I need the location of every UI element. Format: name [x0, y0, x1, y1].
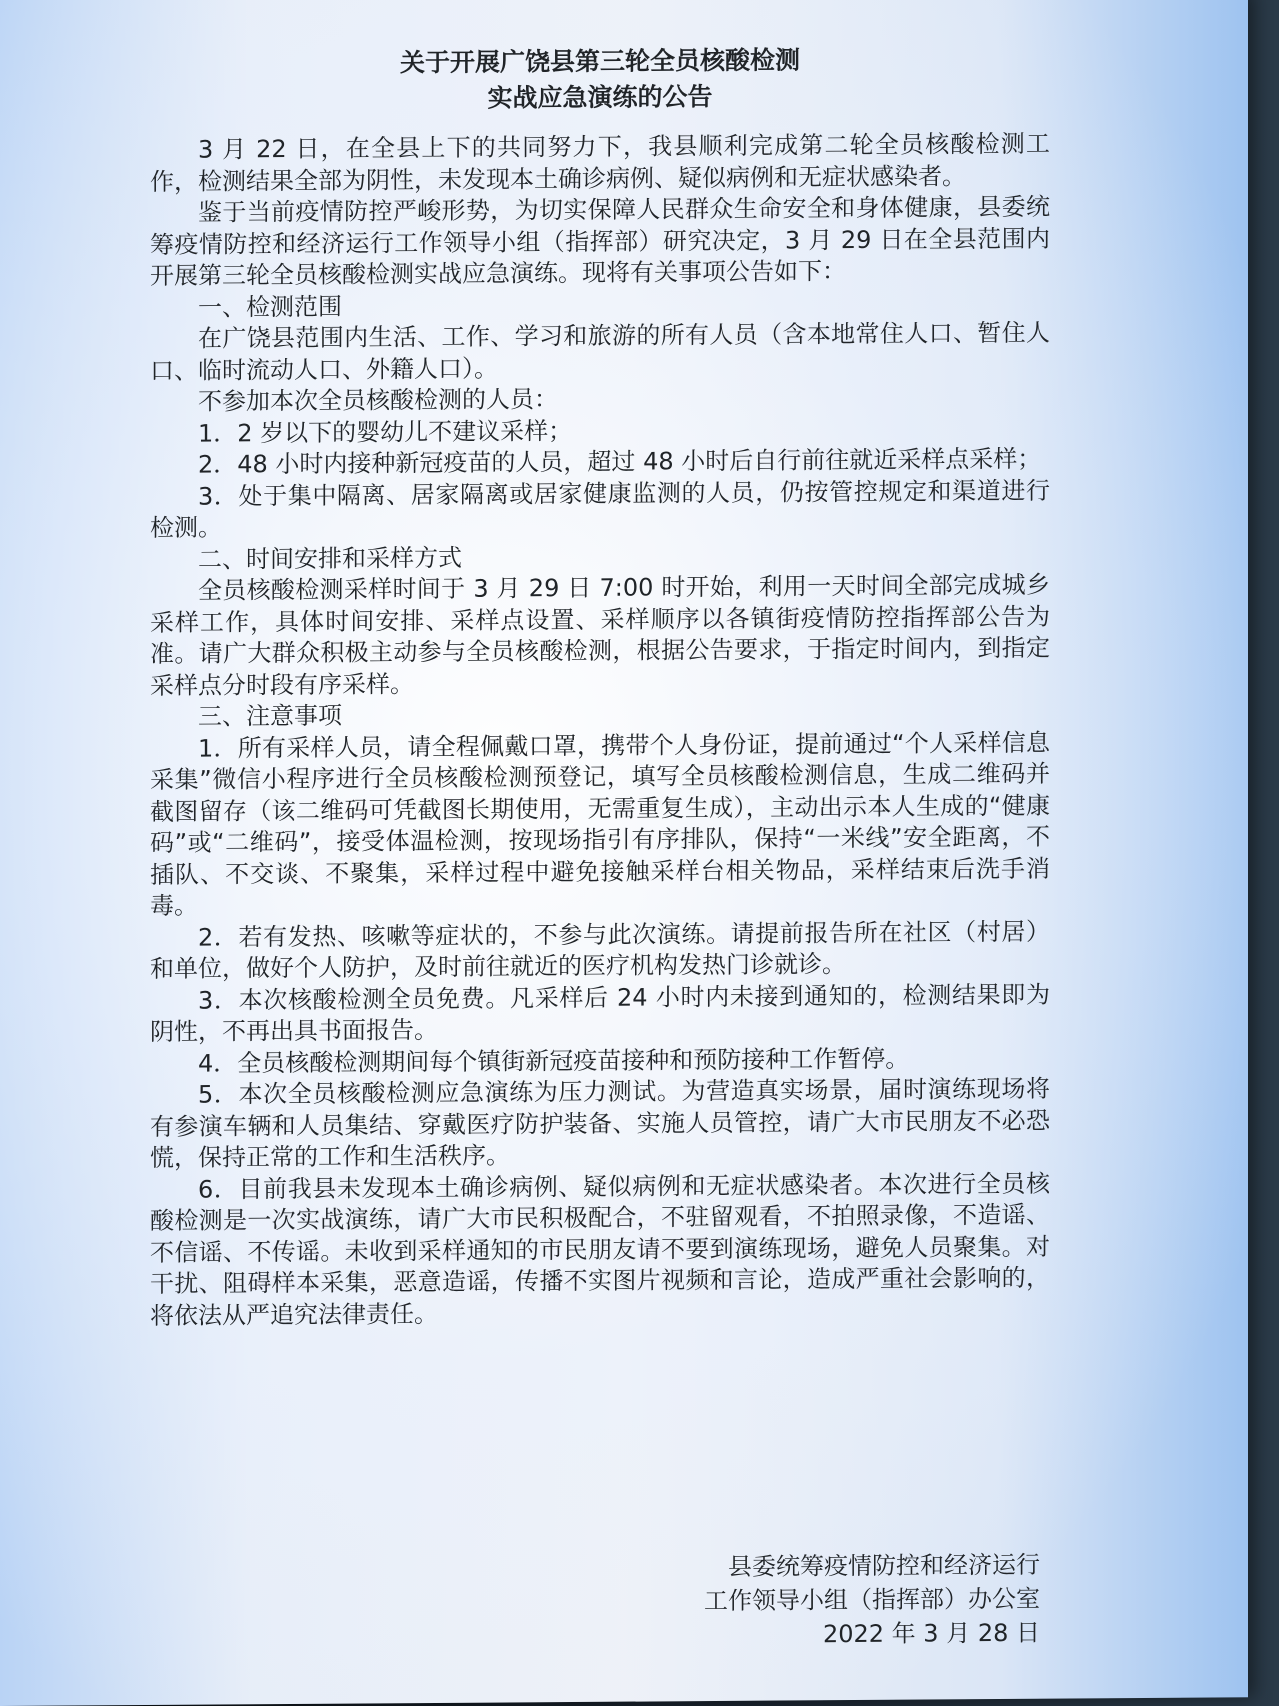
- title-line-1: 关于开展广饶县第三轮全员核酸检测: [399, 45, 800, 78]
- section-heading-notes: 三、注意事项: [198, 701, 342, 731]
- signature-date: 2022 年 3 月 28 日: [822, 1618, 1040, 1649]
- list-item-exempt-1: 1．2 岁以下的婴幼儿不建议采样；: [198, 416, 573, 448]
- list-item-note-1: 1．所有采样人员，请全程佩戴口罩，携带个人身份证，提前通过“个人采样信息采集”微信小程序进行全员核酸检测预登记，填写全员核酸检测信息，生成二维码并截图留存（该二维码可凭截图长期使用，无需重复生成），主动出示本人生成的“健康码”或“二维码”，接受体温检测，按现场指引有序排队，保持“一米线”安全距离，不插队、不交谈、不聚集，采样过程中避免接触采样台相关物品，采样结束后洗手消毒。: [150, 728, 1050, 920]
- list-item-note-4: 4．全员核酸检测期间每个镇街新冠疫苗接种和预防接种工作暂停。: [198, 1044, 910, 1078]
- paragraph-scope: 在广饶县范围内生活、工作、学习和旅游的所有人员（含本地常住人口、暂住人口、临时流动人口、外籍人口）。: [150, 318, 1050, 385]
- list-item-exempt-3: 3．处于集中隔离、居家隔离或居家健康监测的人员，仍按管控规定和渠道进行检测。: [150, 476, 1050, 542]
- paragraph-intro: 3 月 22 日，在全县上下的共同努力下，我县顺利完成第二轮全员核酸检测工作，检测结果全部为阴性，未发现本土确诊病例、疑似病例和无症状感染者。: [150, 129, 1050, 196]
- list-item-note-5: 5．本次全员核酸检测应急演练为压力测试。为营造真实场景，届时演练现场将有参演车辆和人员集结、穿戴医疗防护装备、实施人员管控，请广大市民朋友不必恐慌，保持正常的工作和生活秩序。: [150, 1074, 1050, 1172]
- section-heading-schedule: 二、时间安排和采样方式: [198, 543, 462, 574]
- paragraph-exempt-intro: 不参加本次全员核酸检测的人员：: [198, 385, 558, 416]
- list-item-note-3: 3．本次核酸检测全员免费。凡采样后 24 小时内未接到通知的，检测结果即为阴性，不再出具书面报告。: [150, 980, 1050, 1046]
- list-item-note-2: 2．若有发热、咳嗽等症状的，不参与此次演练。请提前报告所在社区（村居）和单位，做好个人防护，及时前往就近的医疗机构发热门诊就诊。: [150, 917, 1050, 983]
- signature-org-line-1: 县委统筹疫情防控和经济运行: [728, 1550, 1040, 1581]
- paragraph-schedule: 全员核酸检测采样时间于 3 月 29 日 7:00 时开始，利用一天时间全部完成城乡采样工作，具体时间安排、采样点设置、采样顺序以各镇街疫情防控指挥部公告为准。请广大群众积极主动参与全员核酸检测，根据公告要求，于指定时间内，到指定采样点分时段有序采样。: [150, 570, 1050, 700]
- signature-block: [600, 1548, 1040, 1653]
- paragraph-decision: 鉴于当前疫情防控严峻形势，为切实保障人民群众生命安全和身体健康，县委统筹疫情防控和经济运行工作领导小组（指挥部）研究决定，3 月 29 日在全县范围内开展第三轮全员核酸检测实战应急演练。现将有关事项公告如下：: [150, 192, 1050, 290]
- signature-org-line-2: 工作领导小组（指挥部）办公室: [704, 1584, 1040, 1616]
- list-item-exempt-2: 2．48 小时内接种新冠疫苗的人员，超过 48 小时后自行前往就近采样点采样；: [198, 444, 1042, 479]
- section-heading-scope: 一、检测范围: [198, 292, 342, 322]
- announcement-body: [150, 41, 1050, 1332]
- document-title: [150, 41, 1050, 119]
- list-item-note-6: 6．目前我县未发现本土确诊病例、疑似病例和无症状感染者。本次进行全员核酸检测是一次实战演练，请广大市民积极配合，不驻留观看，不拍照录像，不造谣、不信谣、不传谣。未收到采样通知的市民朋友请不要到演练现场，避免人员聚集。对干扰、阻碍样本采集，恶意造谣，传播不实图片视频和言论，造成严重社会影响的，将依法从严追究法律责任。: [150, 1169, 1050, 1330]
- title-line-2: 实战应急演练的公告: [487, 82, 713, 113]
